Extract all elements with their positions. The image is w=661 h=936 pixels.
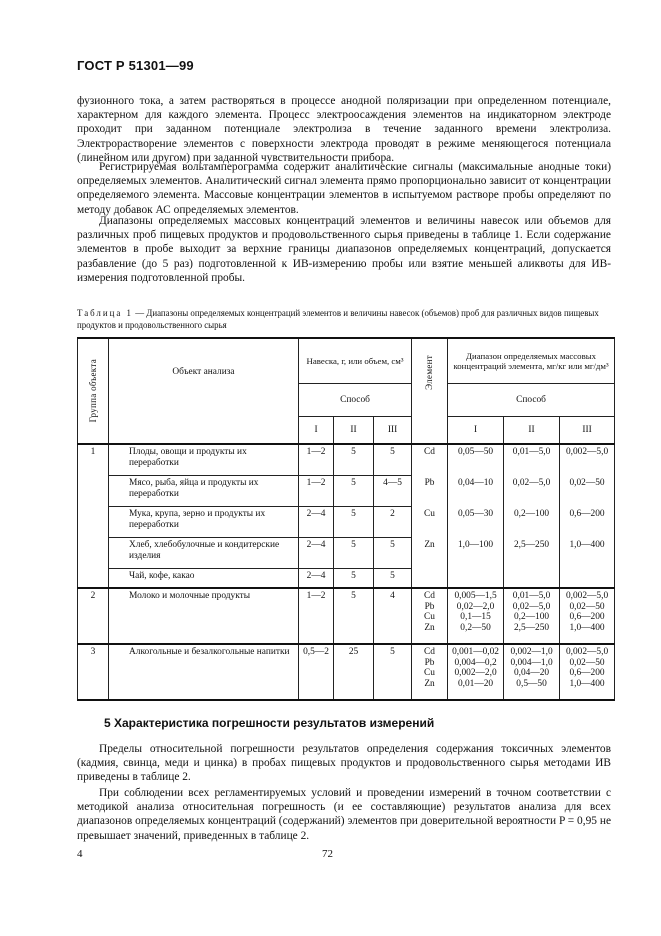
section-5-paragraph-2: При соблюдении всех регламентируемых условий и проведении измерений в точном соответствии с методикой анализа относительная погрешность (и ее составляющие) результатов анализа для всех диапазонов определяемых концентраций (содержаний) элементов при доверительной вероятности P = 0,95 не превышает значений, приведенных в таблице 2. (77, 787, 611, 842)
element-pb: Pb (424, 478, 435, 488)
element-cd: Cd (424, 647, 435, 657)
range-3-list (560, 588, 615, 644)
mass-3-cell: 2 (374, 507, 412, 538)
range-value: 0,004—0,2 (454, 657, 497, 668)
range-value: 0,1—15 (460, 612, 491, 623)
range-value: 0,001—0,02 (452, 647, 499, 657)
element-pb: Pb (424, 657, 435, 668)
range-method-3: III (560, 417, 615, 445)
range-value: 1,0—400 (569, 622, 605, 633)
range-value: 0,002—1,0 (510, 647, 553, 657)
element-list (412, 644, 448, 700)
range-value: 0,002—2,0 (454, 668, 497, 679)
range-value: 1,0—400 (569, 540, 605, 550)
group-number: 3 (78, 644, 109, 700)
element-cd: Cd (424, 591, 435, 601)
range-value: 2,5—250 (513, 540, 550, 550)
object-cell: Чай, кофе, какао (109, 569, 299, 589)
mass-1-cell: 1—2 (299, 588, 334, 644)
range-value: 0,005—1,5 (454, 591, 497, 601)
mass-3-cell: 4 (374, 588, 412, 644)
col-range-header: Диапазон определяемых массовых концентраций элемента, мг/кг или мг/дм³ (448, 338, 615, 384)
table-header-row-1 (78, 338, 615, 384)
mass-2-cell: 5 (334, 444, 374, 476)
mass-3-cell: 5 (374, 538, 412, 569)
mass-1-cell: 2—4 (299, 569, 334, 589)
range-value: 0,5—50 (516, 678, 547, 689)
paragraph-1: фузионного тока, а затем растворяться в процессе анодной поляризации при определенном потенциале, характерном для каждого элемента. Процесс электроосаждения элементов на индикаторном электроде проходит при заданном потенциале электролиза в течение заданного времени электролиза. Электрорастворение элементов с поверхности электрода проводят в режиме меняющегося потенциала (линейном или другом) при заданной чувствительности прибора. (77, 95, 611, 164)
object-cell: Плоды, овощи и продукты их переработки (109, 444, 299, 476)
range-value: 0,2—100 (513, 509, 550, 519)
range-2-list (504, 444, 560, 588)
mass-2-cell: 5 (334, 476, 374, 507)
page-number-center: 72 (322, 848, 333, 860)
range-value: 0,002—5,0 (565, 591, 609, 601)
range-value: 0,02—2,0 (456, 601, 495, 612)
range-value: 0,2—50 (460, 622, 491, 633)
range-method-header: Способ (448, 384, 615, 417)
document-header: ГОСТ Р 51301—99 (77, 58, 194, 73)
range-value: 1,0—100 (457, 540, 494, 550)
range-value: 0,04—20 (513, 668, 550, 679)
range-value: 2,5—250 (513, 622, 550, 633)
element-zn: Zn (424, 678, 435, 689)
range-value: 0,6—200 (569, 612, 605, 623)
table-caption-label: Таблица 1 (77, 308, 133, 318)
col-group-header: Группа объекта (78, 338, 109, 444)
range-value: 0,05—30 (457, 509, 494, 519)
mass-1-cell: 2—4 (299, 538, 334, 569)
range-value: 0,01—20 (457, 678, 494, 689)
range-1-list (448, 588, 504, 644)
element-cu: Cu (424, 612, 435, 623)
group-number: 2 (78, 588, 109, 644)
mass-1-cell: 2—4 (299, 507, 334, 538)
table-caption-text: — Диапазоны определяемых концентраций элементов и величины навесок (объемов) проб для различных видов пищевых продуктов и продовольственного сырья (77, 308, 599, 330)
object-cell: Алкогольные и безалкогольные напитки (109, 644, 299, 700)
mass-2-cell: 5 (334, 538, 374, 569)
col-mass-header: Навеска, г, или объем, см³ (299, 338, 412, 384)
range-value: 0,01—5,0 (512, 447, 551, 457)
col-element-header: Элемент (412, 338, 448, 444)
range-value: 0,6—200 (569, 509, 605, 519)
range-value: 0,01—5,0 (512, 591, 551, 601)
object-cell: Мука, крупа, зерно и продукты их переработки (109, 507, 299, 538)
element-list (412, 444, 448, 588)
range-value: 0,02—5,0 (512, 478, 551, 488)
paragraph-2: Регистрируемая вольтамперограмма содержит аналитические сигналы (максимальные анодные токи) определяемых элементов. Аналитический сигнал элемента прямо пропорционально зависит от концентрации определяемого элемента. Массовые концентрации элементов в испытуемом растворе пробы определяют по методу добавок АС определяемых элементов. (77, 161, 611, 216)
mass-2-cell: 5 (334, 569, 374, 589)
paragraph-3: Диапазоны определяемых массовых концентраций элементов и величины навесок или объемов для различных проб пищевых продуктов и продовольственного сырья приведены в таблице 1. Если содержание элементов в пробе выходит за верхние границы диапазонов определяемых концентраций, допускается разбавление (до 5 раз) подготовленной к ИВ-измерению пробы или взятие меньшей аликвоты для ИВ-измерения подготовленной пробы. (77, 215, 611, 284)
object-cell: Молоко и молочные продукты (109, 588, 299, 644)
table-1 (77, 337, 615, 701)
page-number-left: 4 (77, 848, 83, 860)
range-1-list (448, 444, 504, 588)
mass-method-header: Способ (299, 384, 412, 417)
range-value: 0,2—100 (513, 612, 550, 623)
mass-2-cell: 25 (334, 644, 374, 700)
section-5-paragraph-1: Пределы относительной погрешности результатов определения содержания токсичных элементов (кадмия, свинца, меди и цинка) в пробах пищевых продуктов и продовольственного сырья методами ИВ приведены в таблице 2. (77, 743, 611, 784)
range-value: 0,002—5,0 (565, 647, 609, 657)
mass-method-1: I (299, 417, 334, 445)
mass-1-cell: 1—2 (299, 444, 334, 476)
element-pb: Pb (424, 601, 435, 612)
element-zn: Zn (424, 622, 435, 633)
mass-3-cell: 5 (374, 569, 412, 589)
range-value: 1,0—400 (569, 678, 605, 689)
range-3-list (560, 444, 615, 588)
range-value: 0,004—1,0 (510, 657, 553, 668)
range-value: 0,6—200 (569, 668, 605, 679)
table-caption (77, 307, 611, 331)
range-value: 0,05—50 (457, 447, 494, 457)
object-cell: Мясо, рыба, яйца и продукты их переработки (109, 476, 299, 507)
range-method-1: I (448, 417, 504, 445)
element-cu: Cu (424, 668, 435, 679)
element-cu: Cu (424, 509, 435, 519)
range-3-list (560, 644, 615, 700)
range-value: 0,02—5,0 (512, 601, 551, 612)
element-cd: Cd (424, 447, 435, 457)
mass-2-cell: 5 (334, 507, 374, 538)
range-1-list (448, 644, 504, 700)
table-row (78, 644, 615, 700)
group-number: 1 (78, 444, 109, 588)
range-2-list (504, 588, 560, 644)
range-value: 0,02—50 (569, 478, 605, 488)
mass-3-cell: 4—5 (374, 476, 412, 507)
range-method-2: II (504, 417, 560, 445)
section-5-title: 5 Характеристика погрешности результатов измерений (104, 716, 435, 730)
range-2-list (504, 644, 560, 700)
range-value: 0,002—5,0 (565, 447, 609, 457)
element-list (412, 588, 448, 644)
table-row (78, 444, 615, 476)
col-object-header: Объект анализа (109, 338, 299, 444)
mass-method-2: II (334, 417, 374, 445)
mass-2-cell: 5 (334, 588, 374, 644)
range-value: 0,02—50 (569, 601, 605, 612)
mass-method-3: III (374, 417, 412, 445)
range-value: 0,04—10 (457, 478, 494, 488)
mass-1-cell: 1—2 (299, 476, 334, 507)
mass-3-cell: 5 (374, 444, 412, 476)
mass-3-cell: 5 (374, 644, 412, 700)
object-cell: Хлеб, хлебобулочные и кондитерские изделия (109, 538, 299, 569)
table-row (78, 588, 615, 644)
range-value: 0,02—50 (569, 657, 605, 668)
mass-1-cell: 0,5—2 (299, 644, 334, 700)
element-zn: Zn (424, 540, 435, 550)
